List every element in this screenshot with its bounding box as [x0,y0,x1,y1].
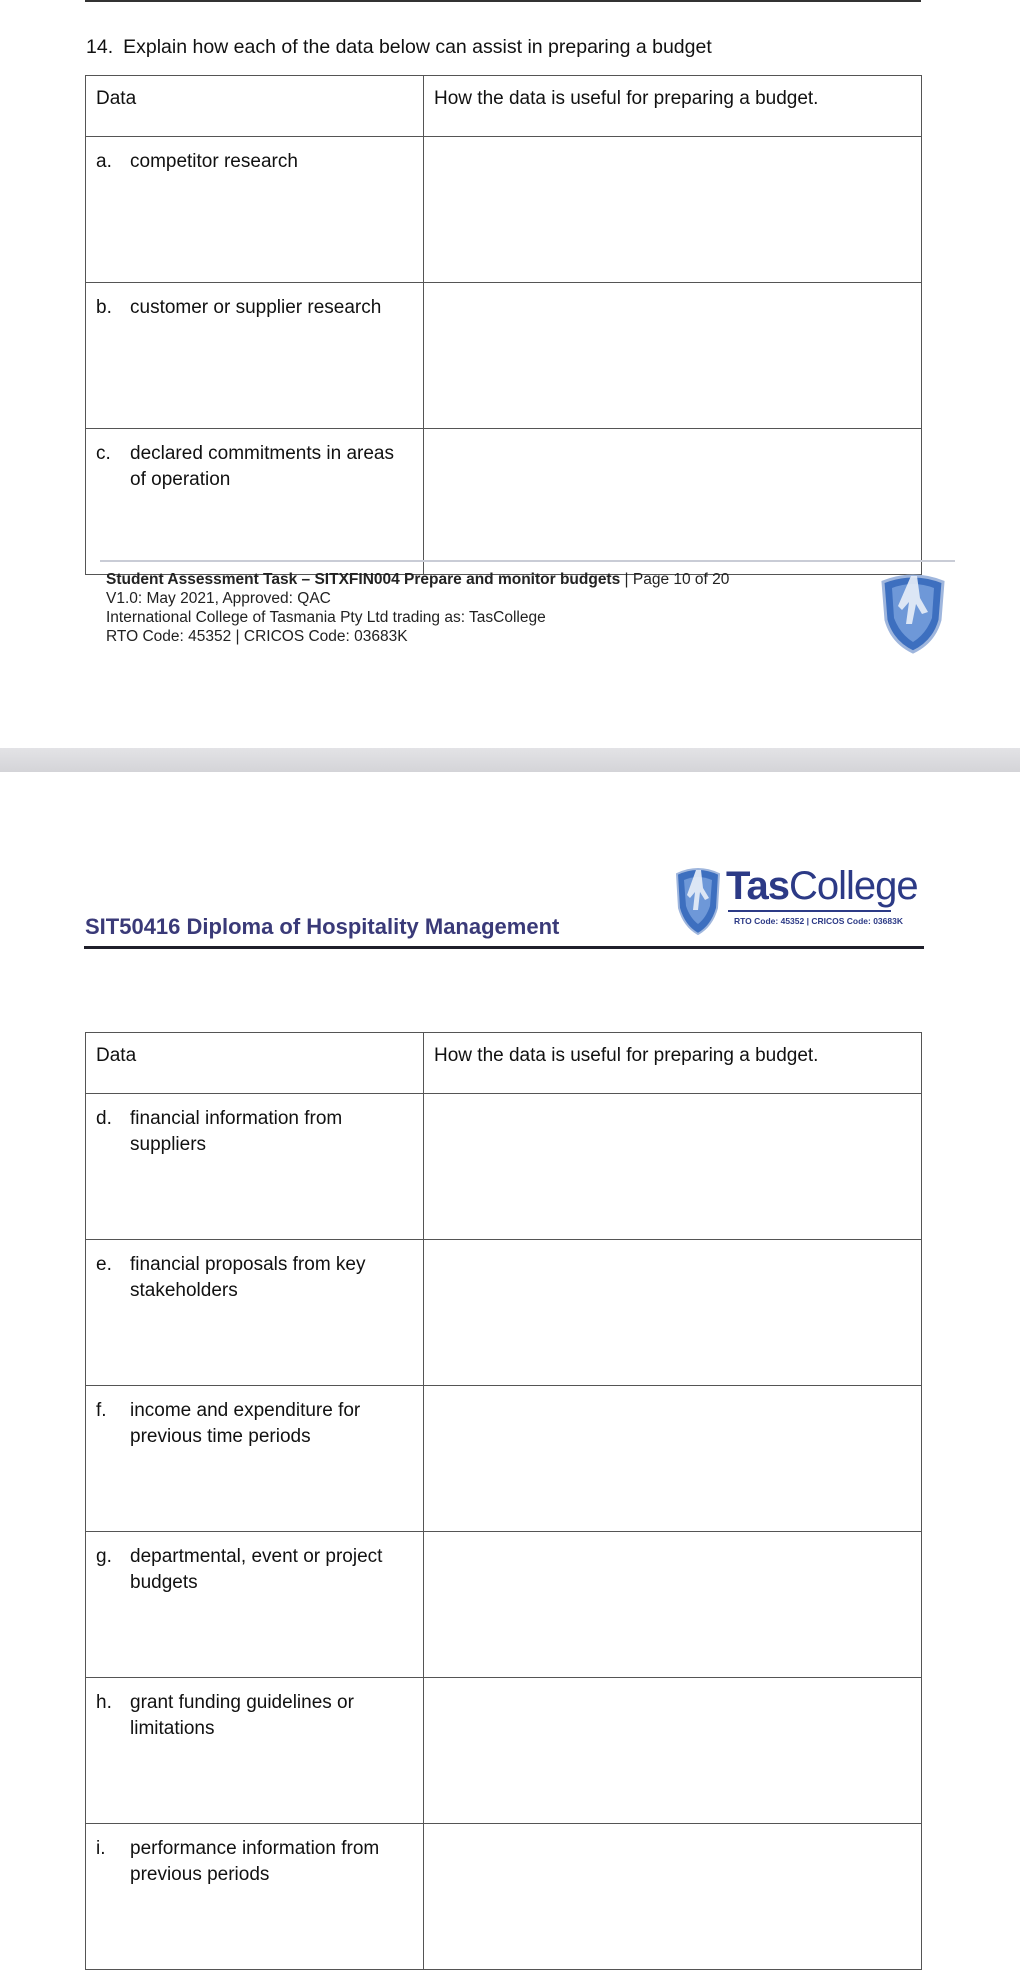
footer-version: V1.0: May 2021, Approved: QAC [106,590,331,607]
answer-cell-g[interactable] [424,1532,922,1678]
footer-codes: RTO Code: 45352 | CRICOS Code: 03683K [106,628,408,645]
row-data-text: financial proposals from key stakeholders [130,1254,366,1301]
answer-cell-b[interactable] [424,283,922,429]
budget-data-table-part1 [85,75,922,575]
brand-rest: College [788,864,918,908]
answer-cell-a[interactable] [424,137,922,283]
brand-wordmark [726,864,918,909]
row-letter: e. [96,1254,112,1275]
table-row [86,137,922,283]
brand-underline [728,910,891,912]
document-page-10 [0,0,1020,748]
table-row [86,1094,922,1240]
row-data-text: customer or supplier research [130,297,382,318]
row-data-text: income and expenditure for previous time periods [130,1400,361,1447]
page-gap [0,748,1020,772]
header-divider [84,946,924,949]
document-page-11 [0,772,1020,1932]
row-letter: f. [96,1400,107,1421]
table-row [86,1386,922,1532]
footer-page-number: | Page 10 of 20 [624,571,730,588]
question-14 [86,36,712,59]
table-header-row [86,1033,922,1094]
row-data-text: performance information from previous periods [130,1838,380,1885]
previous-table-bottom-border [85,0,921,2]
header-data: Data [86,1033,424,1094]
footer-college: International College of Tasmania Pty Ltd trading as: TasCollege [106,609,546,626]
header-usefulness: How the data is useful for preparing a budget. [424,76,922,137]
question-text: Explain how each of the data below can assist in preparing a budget [123,36,712,58]
table-row [86,1824,922,1970]
answer-cell-h[interactable] [424,1678,922,1824]
table-header-row [86,76,922,137]
row-letter: g. [96,1546,112,1567]
row-letter: i. [96,1838,106,1859]
row-data-text: declared commitments in areas of operation [130,443,394,490]
table-row [86,429,922,575]
tascollege-shield-icon [674,864,722,936]
table-row [86,1240,922,1386]
previous-table-divider [422,0,423,2]
row-letter: d. [96,1108,112,1129]
answer-cell-f[interactable] [424,1386,922,1532]
answer-cell-d[interactable] [424,1094,922,1240]
header-usefulness: How the data is useful for preparing a budget. [424,1033,922,1094]
answer-cell-e[interactable] [424,1240,922,1386]
row-letter: a. [96,151,112,172]
brand-bold: Tas [726,864,789,908]
row-letter: b. [96,297,112,318]
row-data-text: financial information from suppliers [130,1108,343,1155]
question-number: 14. [86,36,114,58]
answer-cell-c[interactable] [424,429,922,575]
brand-codes: RTO Code: 45352 | CRICOS Code: 03683K [734,916,903,926]
row-letter: c. [96,443,111,464]
row-data-text: competitor research [130,151,298,172]
course-title: SIT50416 Diploma of Hospitality Management [85,914,560,939]
table-row [86,1678,922,1824]
answer-cell-i[interactable] [424,1824,922,1970]
footer-title: Student Assessment Task – SITXFIN004 Prepare and monitor budgets [106,571,621,588]
row-letter: h. [96,1692,112,1713]
page-footer [106,570,729,646]
footer-divider [100,560,955,562]
row-data-text: departmental, event or project budgets [130,1546,383,1593]
header-data: Data [86,76,424,137]
budget-data-table-part2 [85,1032,922,1970]
table-row [86,283,922,429]
tascollege-shield-logo [878,568,948,654]
table-row [86,1532,922,1678]
row-data-text: grant funding guidelines or limitations [130,1692,354,1739]
